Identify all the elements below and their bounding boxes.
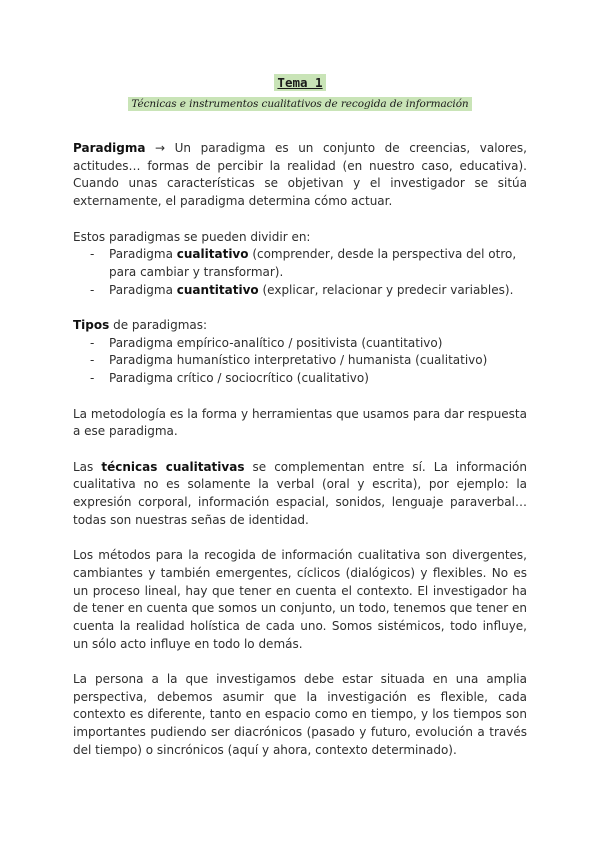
tipos-term: Tipos	[73, 318, 110, 332]
list-item: - Paradigma humanístico interpretativo / humanista (cualitativo)	[73, 352, 527, 370]
persona-paragraph: La persona a la que investigamos debe estar situada en una amplia perspectiva, debemos asumir que la investigación es flexible, cada contexto es diferente, tanto en espacio como en tiempo, y los tiempos son importantes pudiendo ser diacrónicos (pasado y futuro, evolución a través del tiempo) o sincrónicos (aquí y ahora, contexto determinado).	[73, 672, 527, 757]
subtitle-block	[0, 92, 600, 111]
division-list	[73, 246, 527, 299]
paradigma-paragraph	[73, 140, 527, 211]
list-dash: -	[90, 282, 95, 297]
list-item: - Paradigma crítico / sociocrítico (cualitativo)	[73, 370, 527, 388]
list-item: - Paradigma empírico-analítico / positivista (cuantitativo)	[73, 335, 527, 353]
paradigma-definition: → Un paradigma es un conjunto de creencias, valores, actitudes… formas de percibir la realidad (en nuestro caso, educativa). Cuando unas características se objetivan y el investigador se sitúa externamente, el paradigma determina cómo actuar.	[73, 141, 527, 209]
tecnicas-term: técnicas cualitativas	[101, 459, 245, 474]
metodologia-paragraph: La metodología es la forma y herramientas que usamos para dar respuesta a ese paradigma.	[73, 406, 527, 439]
tecnicas-paragraph: Las técnicas cualitativas se complementan entre sí. La información cualitativa no es solamente la verbal (oral y escrita), por ejemplo: la expresión corporal, información espacial, sonidos, lenguaje paraverbal… todas son nuestras señas de identidad.	[73, 459, 528, 527]
tipos-list	[73, 335, 527, 388]
list-dash: -	[90, 335, 95, 350]
list-dash: -	[90, 247, 95, 262]
tipos-intro: Tipos de paradigmas:	[73, 318, 208, 332]
metodos-paragraph: Los métodos para la recogida de información cualitativa son divergentes, cambiantes y también emergentes, cíclicos (dialógicos) y flexibles. No es un proceso lineal, hay que tener en cuenta el contexto. El investigador ha de tener en cuenta que somos un conjunto, un todo, tenemos que tener en cuenta la realidad holística de cada uno. Somos sistémicos, todo influye, un sólo acto influye en todo lo demás.	[73, 548, 527, 651]
title-block	[0, 72, 600, 91]
page-title: Tema 1	[274, 74, 325, 91]
division-intro: Estos paradigmas se pueden dividir en:	[73, 229, 311, 244]
list-item: - Paradigma cualitativo (comprender, desde la perspectiva del otro, para cambiar y transformar).	[90, 247, 517, 279]
list-dash: -	[90, 353, 95, 368]
list-item: - Paradigma cuantitativo (explicar, relacionar y predecir variables).	[73, 282, 527, 300]
page-subtitle: Técnicas e instrumentos cualitativos de recogida de información	[128, 97, 471, 111]
paradigma-term: Paradigma	[73, 141, 146, 155]
document-body	[73, 140, 527, 760]
list-dash: -	[90, 371, 95, 386]
